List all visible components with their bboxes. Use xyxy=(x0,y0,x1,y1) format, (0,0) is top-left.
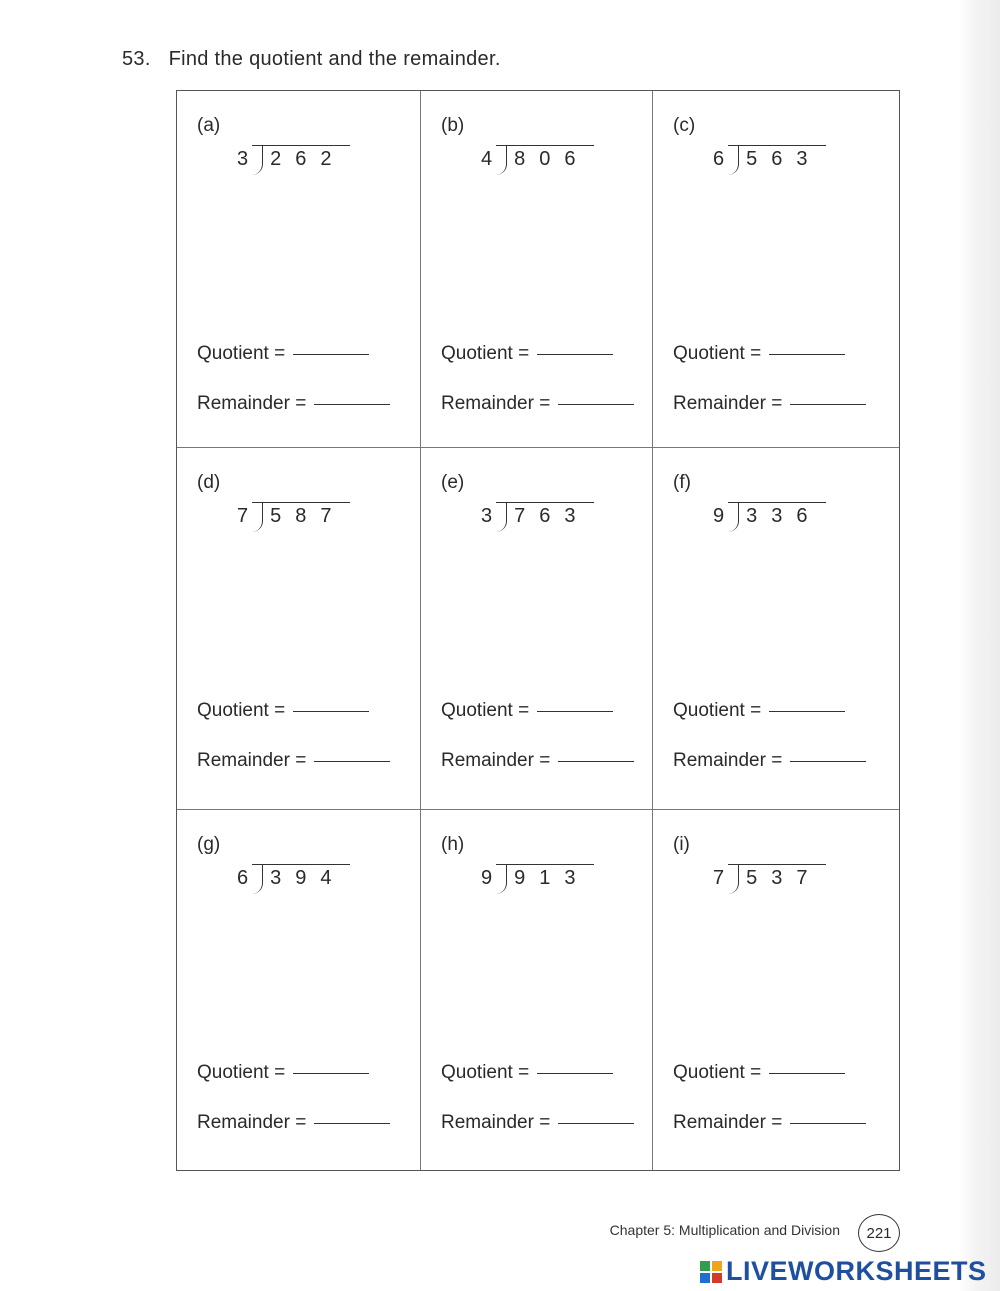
quotient-answer-blank[interactable] xyxy=(537,710,613,712)
problem-cell xyxy=(653,448,899,810)
long-division xyxy=(713,502,826,530)
division-bracket xyxy=(496,864,593,892)
dividend: 763 xyxy=(514,505,590,527)
long-division xyxy=(481,145,594,173)
quotient-row xyxy=(441,1062,613,1084)
dividend: 806 xyxy=(514,148,590,170)
remainder-label: Remainder = xyxy=(441,1112,551,1133)
quotient-label: Quotient = xyxy=(673,343,762,364)
chapter-footer: Chapter 5: Multiplication and Division xyxy=(609,1222,840,1238)
divisor: 7 xyxy=(713,867,725,889)
remainder-label: Remainder = xyxy=(673,393,783,414)
quotient-answer-blank[interactable] xyxy=(769,1072,845,1074)
dividend: 563 xyxy=(746,148,822,170)
problem-label: (g) xyxy=(197,834,221,855)
remainder-row xyxy=(197,393,390,415)
dividend: 336 xyxy=(746,505,822,527)
division-bracket xyxy=(728,145,825,173)
problem-cell xyxy=(177,91,421,448)
remainder-label: Remainder = xyxy=(673,750,783,771)
remainder-label: Remainder = xyxy=(197,393,307,414)
quotient-label: Quotient = xyxy=(441,343,530,364)
dividend: 913 xyxy=(514,867,590,889)
remainder-row xyxy=(197,1112,390,1134)
long-division xyxy=(713,145,826,173)
problem-label: (i) xyxy=(673,834,690,855)
remainder-label: Remainder = xyxy=(673,1112,783,1133)
problem-cell xyxy=(653,810,899,1170)
divisor: 6 xyxy=(237,867,249,889)
quotient-label: Quotient = xyxy=(197,1062,286,1083)
divisor: 3 xyxy=(481,505,493,527)
problem-cell xyxy=(177,448,421,810)
problem-cell xyxy=(421,810,653,1170)
problem-label: (f) xyxy=(673,472,691,493)
quotient-answer-blank[interactable] xyxy=(769,710,845,712)
question-number: 53. xyxy=(122,48,151,70)
problem-label: (h) xyxy=(441,834,465,855)
remainder-answer-blank[interactable] xyxy=(558,760,634,762)
quotient-answer-blank[interactable] xyxy=(537,353,613,355)
remainder-answer-blank[interactable] xyxy=(790,1122,866,1124)
problem-grid xyxy=(176,90,900,1171)
remainder-row xyxy=(441,393,634,415)
question-text: Find the quotient and the remainder. xyxy=(168,48,501,70)
remainder-row xyxy=(673,393,866,415)
quotient-label: Quotient = xyxy=(673,1062,762,1083)
quotient-row xyxy=(673,1062,845,1084)
quotient-label: Quotient = xyxy=(441,700,530,721)
remainder-row xyxy=(197,750,390,772)
problem-cell xyxy=(177,810,421,1170)
problem-cell xyxy=(421,448,653,810)
long-division xyxy=(713,864,826,892)
remainder-row xyxy=(441,1112,634,1134)
quotient-row xyxy=(673,700,845,722)
divisor: 7 xyxy=(237,505,249,527)
remainder-answer-blank[interactable] xyxy=(558,403,634,405)
long-division xyxy=(237,502,350,530)
remainder-answer-blank[interactable] xyxy=(314,760,390,762)
quotient-answer-blank[interactable] xyxy=(769,353,845,355)
remainder-answer-blank[interactable] xyxy=(790,760,866,762)
brand-logo xyxy=(700,1256,987,1287)
remainder-label: Remainder = xyxy=(441,750,551,771)
division-bracket xyxy=(728,864,825,892)
liveworksheets-logo-icon xyxy=(700,1261,722,1283)
division-bracket xyxy=(728,502,825,530)
problem-label: (a) xyxy=(197,115,221,136)
remainder-answer-blank[interactable] xyxy=(314,403,390,405)
quotient-row xyxy=(197,700,369,722)
remainder-row xyxy=(441,750,634,772)
quotient-label: Quotient = xyxy=(197,343,286,364)
remainder-row xyxy=(673,750,866,772)
quotient-answer-blank[interactable] xyxy=(293,1072,369,1074)
dividend: 537 xyxy=(746,867,822,889)
remainder-answer-blank[interactable] xyxy=(790,403,866,405)
quotient-row xyxy=(441,343,613,365)
quotient-answer-blank[interactable] xyxy=(293,353,369,355)
quotient-label: Quotient = xyxy=(441,1062,530,1083)
divisor: 9 xyxy=(713,505,725,527)
quotient-row xyxy=(197,343,369,365)
question-heading xyxy=(122,48,501,71)
remainder-label: Remainder = xyxy=(441,393,551,414)
page-number: 221 xyxy=(858,1214,900,1252)
quotient-row xyxy=(441,700,613,722)
long-division xyxy=(237,864,350,892)
remainder-answer-blank[interactable] xyxy=(314,1122,390,1124)
remainder-label: Remainder = xyxy=(197,750,307,771)
division-bracket xyxy=(252,864,349,892)
remainder-answer-blank[interactable] xyxy=(558,1122,634,1124)
problem-cell xyxy=(653,91,899,448)
long-division xyxy=(237,145,350,173)
quotient-answer-blank[interactable] xyxy=(537,1072,613,1074)
dividend: 394 xyxy=(270,867,346,889)
dividend: 262 xyxy=(270,148,346,170)
dividend: 587 xyxy=(270,505,346,527)
quotient-label: Quotient = xyxy=(673,700,762,721)
division-bracket xyxy=(252,502,349,530)
problem-cell xyxy=(421,91,653,448)
long-division xyxy=(481,502,594,530)
quotient-label: Quotient = xyxy=(197,700,286,721)
divisor: 3 xyxy=(237,148,249,170)
remainder-row xyxy=(673,1112,866,1134)
divisor: 6 xyxy=(713,148,725,170)
divisor: 4 xyxy=(481,148,493,170)
problem-label: (b) xyxy=(441,115,465,136)
division-bracket xyxy=(252,145,349,173)
quotient-answer-blank[interactable] xyxy=(293,710,369,712)
brand-name: LIVEWORKSHEETS xyxy=(726,1256,987,1286)
page-edge-shadow xyxy=(958,0,1000,1291)
division-bracket xyxy=(496,502,593,530)
problem-label: (e) xyxy=(441,472,465,493)
quotient-row xyxy=(197,1062,369,1084)
divisor: 9 xyxy=(481,867,493,889)
division-bracket xyxy=(496,145,593,173)
problem-label: (d) xyxy=(197,472,221,493)
quotient-row xyxy=(673,343,845,365)
problem-label: (c) xyxy=(673,115,696,136)
remainder-label: Remainder = xyxy=(197,1112,307,1133)
long-division xyxy=(481,864,594,892)
